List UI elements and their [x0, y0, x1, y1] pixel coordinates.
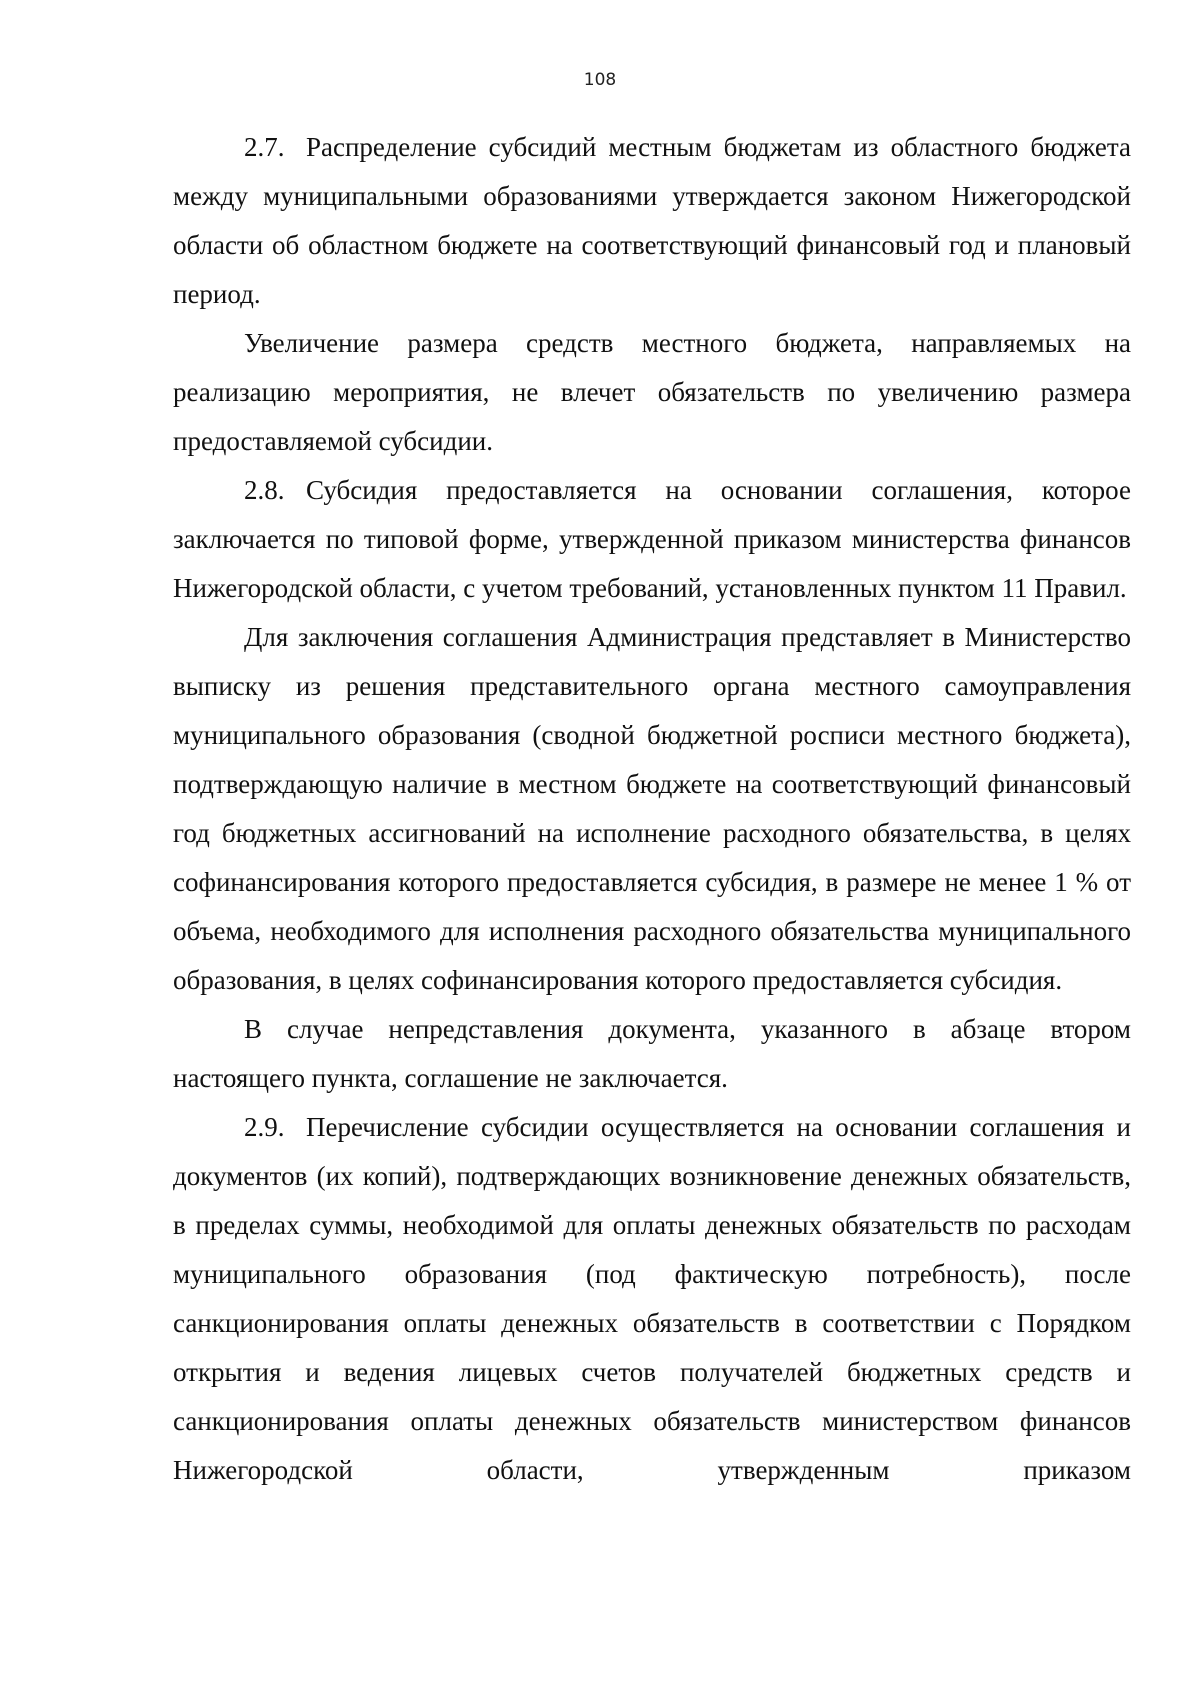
paragraph-number: 2.8. — [244, 475, 285, 505]
paragraph-2-8 — [173, 466, 1131, 613]
paragraph-number: 2.7. — [244, 132, 285, 162]
paragraph-text: Субсидия предоставляется на основании соглашения, которое заключается по типовой форме, утвержденной приказом министерства финансов Нижегородской области, с учетом требований, установленных пунктом 11 Правил. — [173, 475, 1131, 603]
paragraph-2-7-note — [173, 319, 1131, 466]
page-number: 108 — [583, 70, 617, 90]
paragraph-text: Перечисление субсидии осуществляется на основании соглашения и документов (их копий), подтверждающих возникновение денежных обязательств, в пределах суммы, необходимой для оплаты денежных обязательств по расходам муниципального образования (под фактическую потребность), после санкционирования оплаты денежных обязательств в соответствии с Порядком открытия и ведения лицевых счетов получателей бюджетных средств и санкционирования оплаты денежных обязательств министерством финансов Нижегородской области, утвержденным приказом — [173, 1112, 1131, 1485]
paragraph-text: Увеличение размера средств местного бюджета, направляемых на реализацию мероприятия, не влечет обязательств по увеличению размера предоставляемой субсидии. — [173, 328, 1131, 456]
paragraph-2-8-refusal — [173, 1005, 1131, 1103]
paragraph-2-8-agreement — [173, 613, 1131, 1005]
document-body — [173, 123, 1131, 1495]
paragraph-text: Распределение субсидий местным бюджетам из областного бюджета между муниципальными образованиями утверждается законом Нижегородской области об областном бюджете на соответствующий финансовый год и плановый период. — [173, 132, 1131, 309]
paragraph-number: 2.9. — [244, 1112, 285, 1142]
paragraph-2-7 — [173, 123, 1131, 319]
paragraph-2-9 — [173, 1103, 1131, 1495]
paragraph-text: Для заключения соглашения Администрация представляет в Министерство выписку из решения представительного органа местного самоуправления муниципального образования (сводной бюджетной росписи местного бюджета), подтверждающую наличие в местном бюджете на соответствующий финансовый год бюджетных ассигнований на исполнение расходного обязательства, в целях софинансирования которого предоставляется субсидия, в размере не менее 1 % от объема, необходимого для исполнения расходного обязательства муниципального образования, в целях софинансирования которого предоставляется субсидия. — [173, 622, 1131, 995]
paragraph-text: В случае непредставления документа, указанного в абзаце втором настоящего пункта, соглашение не заключается. — [173, 1014, 1131, 1093]
